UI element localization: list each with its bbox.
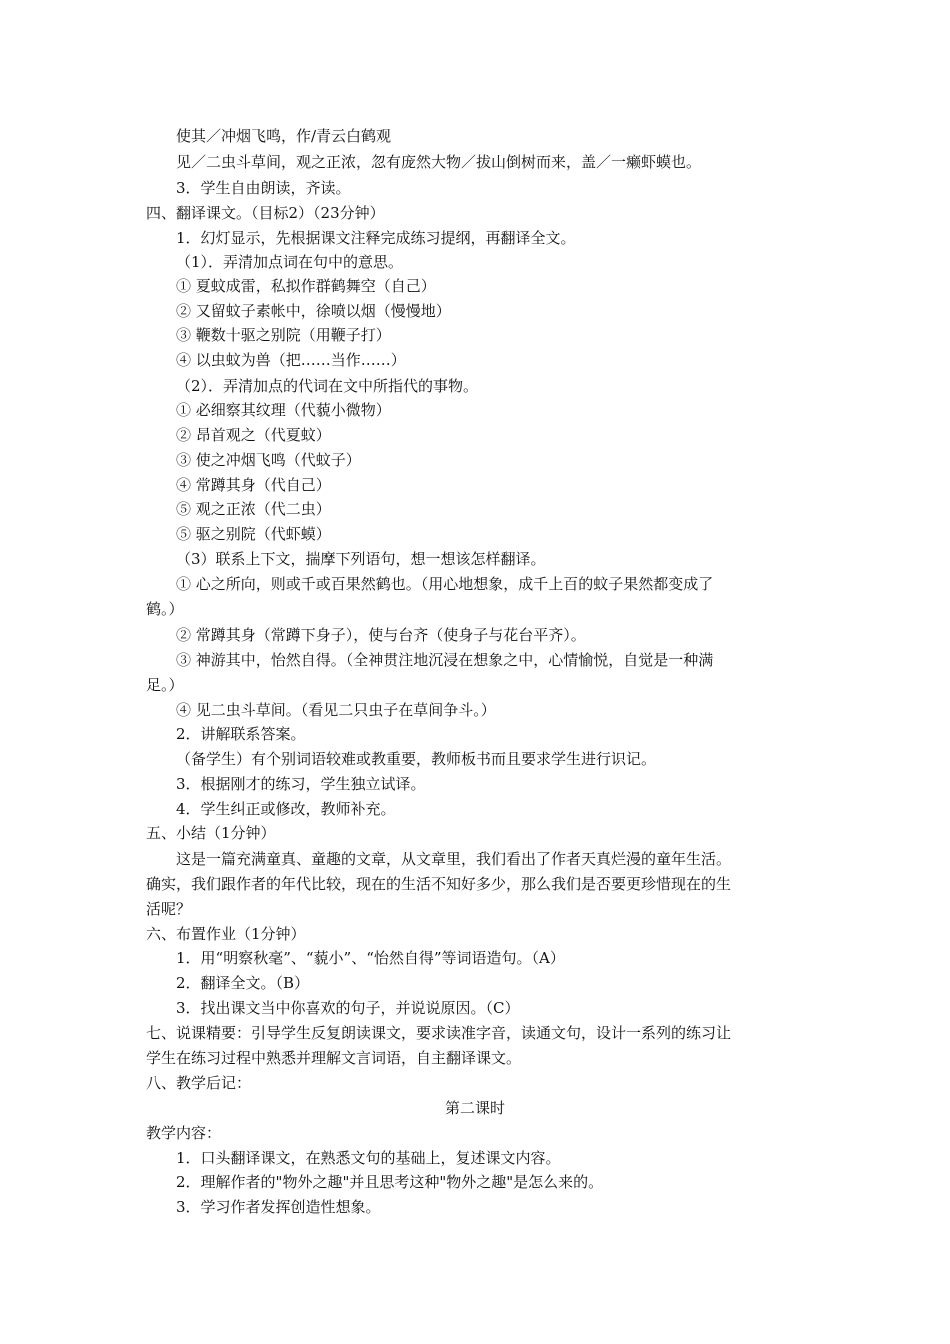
text-line: ③ 神游其中，怡然自得。（全神贯注地沉浸在想象之中，心情愉悦，自觉是一种满 [176, 651, 714, 669]
text-line: 活呢？ [146, 900, 192, 918]
text-line: 3．学生自由朗读，齐读。 [176, 179, 351, 197]
text-line: ⑤ 观之正浓（代二虫） [176, 500, 331, 518]
text-line: ⑤ 驱之别院（代虾蟆） [176, 525, 331, 543]
text-line: （2）．弄清加点的代词在文中所指代的事物。 [176, 377, 479, 395]
text-line: ② 常蹲其身（常蹲下身子），使与台齐（使身子与花台平齐）。 [176, 626, 586, 644]
text-line: ① 夏蚊成雷，私拟作群鹤舞空（自己） [176, 277, 436, 295]
text-line: ④ 常蹲其身（代自己） [176, 476, 331, 494]
text-line: 学生在练习过程中熟悉并理解文言词语，自主翻译课文。 [146, 1049, 522, 1067]
text-line: 2．翻译全文。（B） [176, 974, 310, 992]
text-line: （1）．弄清加点词在句中的意思。 [176, 253, 404, 271]
section-heading: 七、说课精要：引导学生反复朗读课文，要求读准字音，读通文句，设计一系列的练习让 [146, 1024, 732, 1042]
text-line: 3．找出课文当中你喜欢的句子，并说说原因。（C） [176, 999, 520, 1017]
section-heading: 五、小结（1分钟） [146, 824, 276, 842]
text-line: 见／二虫斗草间，观之正浓，忽有庞然大物／拔山倒树而来，盖／一癞虾蟆也。 [176, 153, 702, 171]
section-heading: 教学内容： [146, 1124, 222, 1142]
section-heading: 八、教学后记： [146, 1074, 252, 1092]
text-line: ① 心之所向，则或千或百果然鹤也。（用心地想象，成千上百的蚊子果然都变成了 [176, 575, 714, 593]
text-line: （3）联系上下文，揣摩下列语句，想一想该怎样翻译。 [176, 550, 546, 568]
text-line: 足。） [146, 676, 184, 694]
text-line: 1．幻灯显示，先根据课文注释完成练习提纲，再翻译全文。 [176, 229, 576, 247]
text-line: 2．讲解联系答案。 [176, 725, 306, 743]
section-heading: 六、布置作业（1分钟） [146, 925, 306, 943]
lesson-title: 第二课时 [444, 1099, 505, 1117]
text-line: ④ 见二虫斗草间。（看见二只虫子在草间争斗。） [176, 701, 496, 719]
text-line: ① 必细察其纹理（代藐小微物） [176, 401, 391, 419]
text-line: ③ 鞭数十驱之别院（用鞭子打） [176, 326, 391, 344]
text-line: ② 又留蚊子素帐中，徐喷以烟（慢慢地） [176, 302, 451, 320]
text-line: 1．口头翻译课文，在熟悉文句的基础上，复述课文内容。 [176, 1149, 561, 1167]
text-line: ④ 以虫蚊为兽（把……当作……） [176, 351, 406, 369]
text-line: ③ 使之冲烟飞鸣（代蚊子） [176, 451, 361, 469]
section-heading: 四、翻译课文。（目标2）（23分钟） [146, 204, 385, 222]
text-line: 确实，我们跟作者的年代比较，现在的生活不知好多少，那么我们是否要更珍惜现在的生 [146, 875, 732, 893]
text-line: 3．学习作者发挥创造性想象。 [176, 1198, 381, 1216]
text-line: 2．理解作者的"物外之趣"并且思考这种"物外之趣"是怎么来的。 [176, 1173, 604, 1191]
text-line: （备学生）有个别词语较难或教重要，教师板书而且要求学生进行识记。 [176, 750, 657, 768]
text-line: 1．用“明察秋毫”、“藐小”、“怡然自得”等词语造句。（A） [176, 949, 565, 967]
text-line: 鹤。） [146, 600, 184, 618]
text-line: 3．根据刚才的练习，学生独立试译。 [176, 775, 426, 793]
text-line: 使其／冲烟飞鸣，作/青云白鹤观 [176, 127, 392, 145]
text-line: ② 昂首观之（代夏蚊） [176, 426, 331, 444]
text-line: 这是一篇充满童真、童趣的文章，从文章里，我们看出了作者天真烂漫的童年生活。 [176, 850, 732, 868]
text-line: 4．学生纠正或修改，教师补充。 [176, 800, 396, 818]
